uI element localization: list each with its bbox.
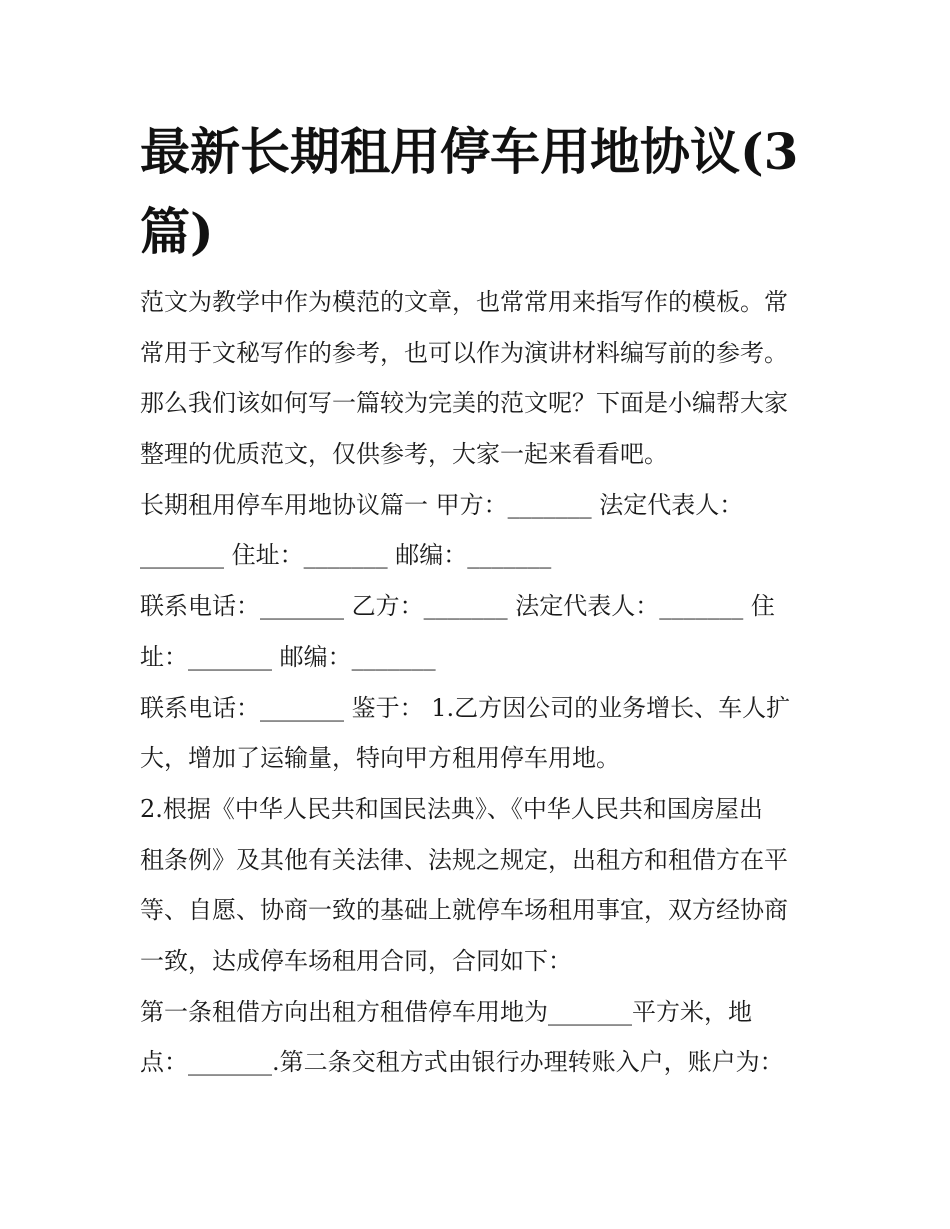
body-line: 常用于文秘写作的参考，也可以作为演讲材料编写前的参考。 — [140, 338, 788, 367]
body-line: 联系电话：_______ 乙方：_______ 法定代表人：_______ 住 — [140, 592, 775, 621]
body-line: 第一条租借方向出租方租借停车用地为_______平方米，地 — [140, 997, 752, 1026]
document-body — [140, 277, 820, 1088]
body-line: 整理的优质范文，仅供参考，大家一起来看看吧。 — [140, 440, 668, 469]
body-line: _______ 住址：_______ 邮编：_______ — [140, 541, 552, 570]
body-line: 点：_______.第二条交租方式由银行办理转账入户，账户为： — [140, 1048, 784, 1077]
body-line: 大，增加了运输量，特向甲方租用停车用地。 — [140, 744, 620, 773]
body-line: 租条例》及其他有关法律、法规之规定，出租方和租借方在平 — [140, 845, 788, 874]
body-line: 那么我们该如何写一篇较为完美的范文呢？下面是小编帮大家 — [140, 389, 788, 418]
body-line: 长期租用停车用地协议篇一 甲方：_______ 法定代表人： — [140, 490, 744, 519]
body-line: 联系电话：_______ 鉴于： 1.乙方因公司的业务增长、车人扩 — [140, 693, 791, 722]
body-line: 等、自愿、协商一致的基础上就停车场租用事宜，双方经协商 — [140, 896, 788, 925]
document-title: 最新长期租用停车用地协议(3篇) — [140, 122, 799, 261]
body-line: 范文为教学中作为模范的文章，也常常用来指写作的模板。常 — [140, 288, 788, 316]
body-line: 址：_______ 邮编：_______ — [140, 642, 436, 671]
body-line: 一致，达成停车场租用合同，合同如下： — [140, 946, 572, 975]
body-line: 2.根据《中华人民共和国民法典》、《中华人民共和国房屋出 — [140, 794, 763, 823]
